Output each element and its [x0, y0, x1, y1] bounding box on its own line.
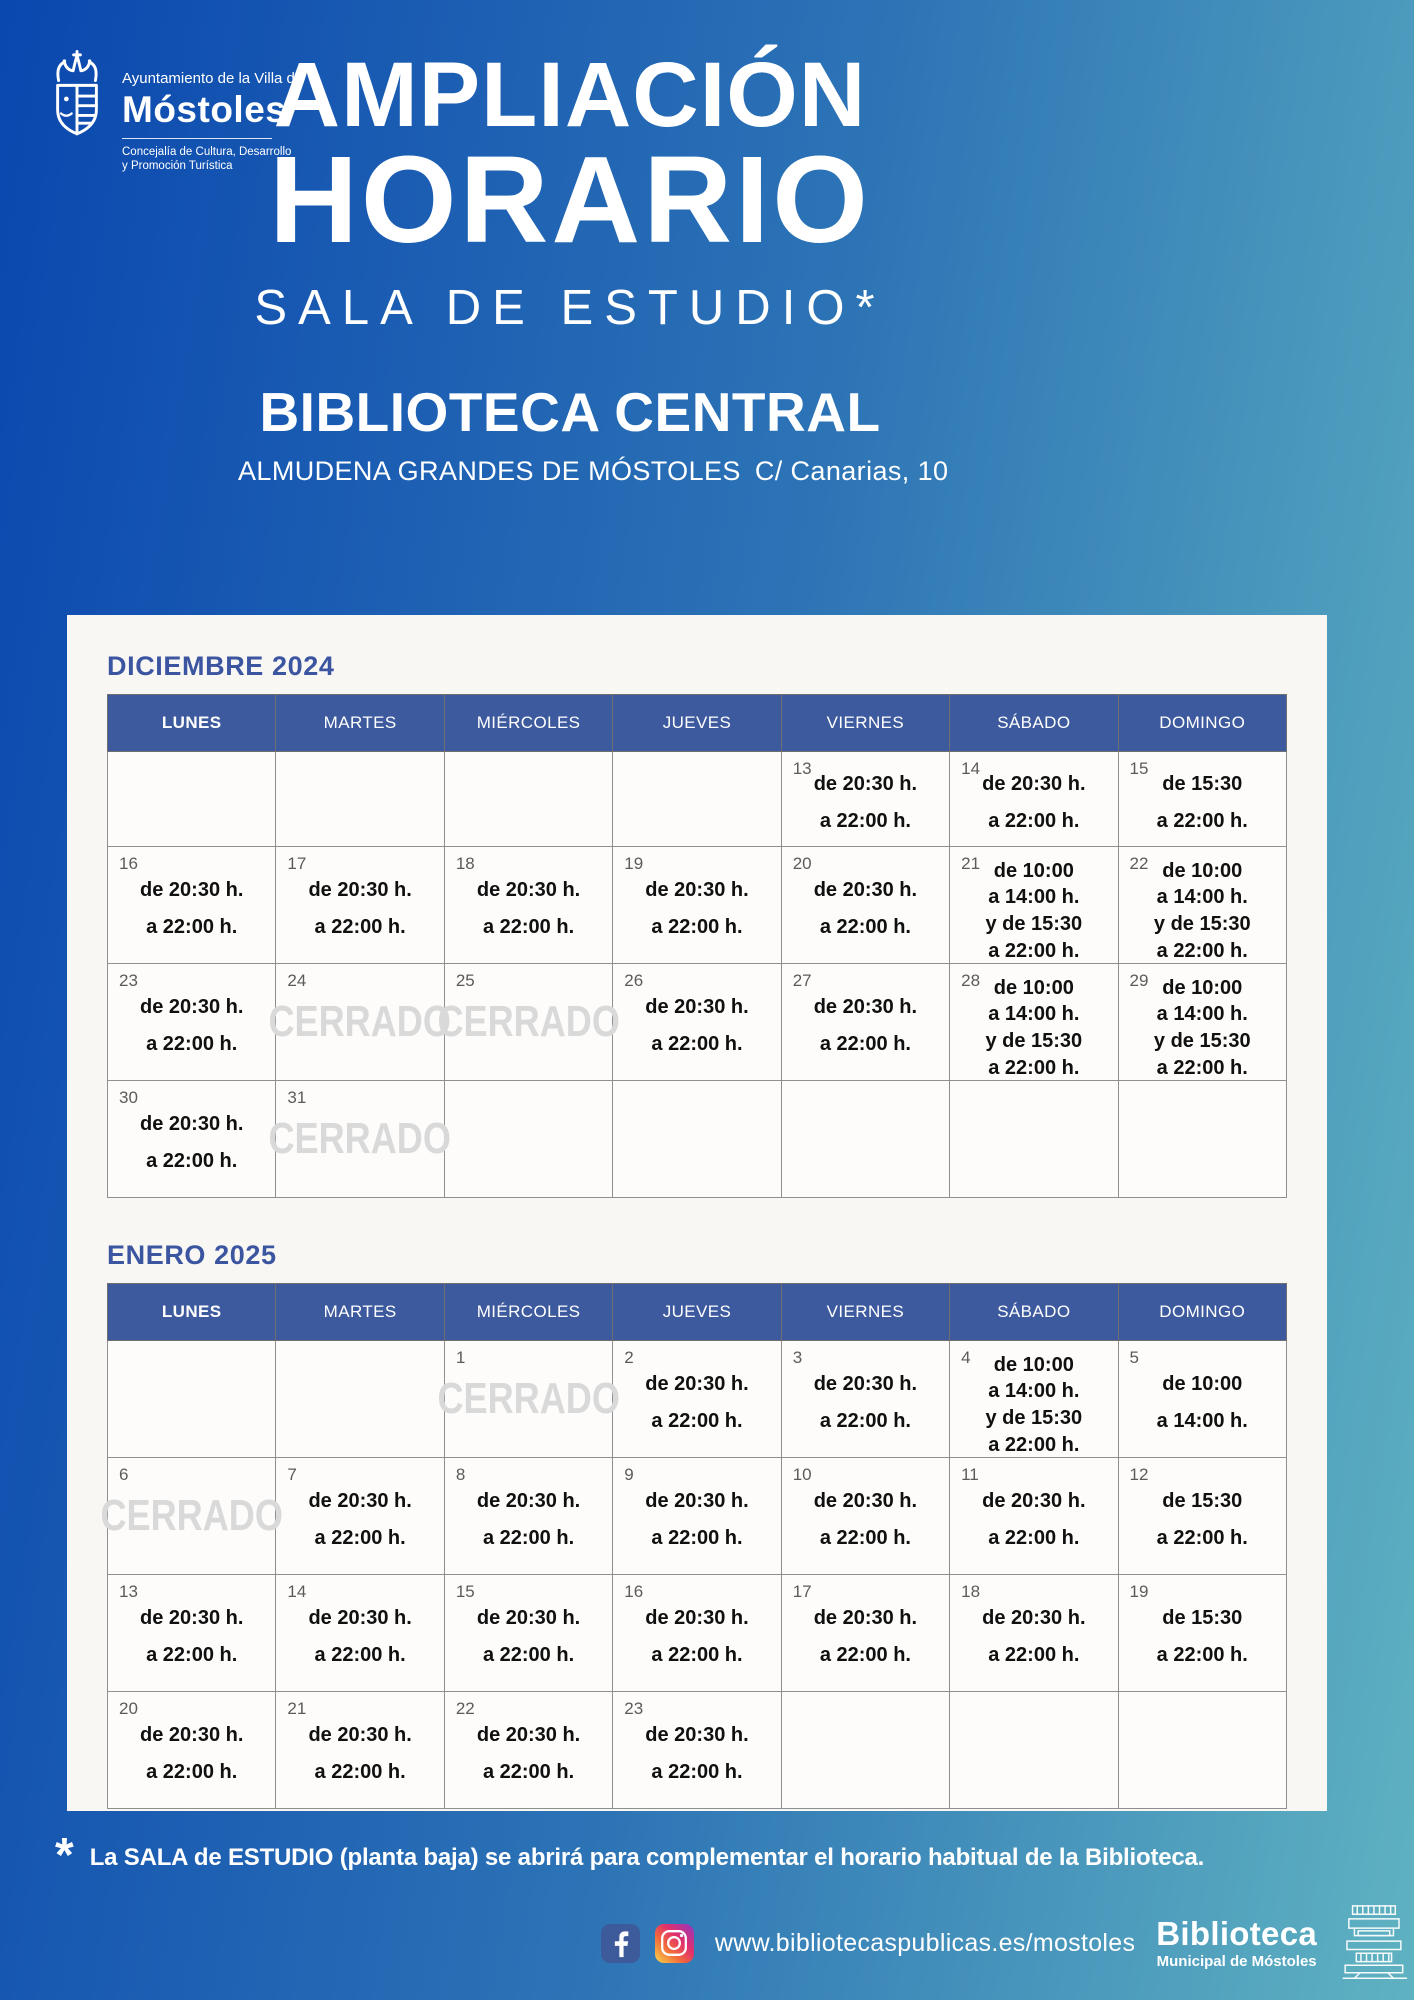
calendar-week-row — [108, 1341, 1287, 1458]
hours-line: a 22:00 h. — [314, 1761, 406, 1783]
day-cell-24 — [268, 964, 452, 1081]
footnote — [55, 1829, 1365, 1882]
day-cell-11 — [950, 1458, 1118, 1575]
day-cell-15 — [1118, 752, 1286, 847]
hours-line: a 22:00 h. — [651, 1033, 743, 1055]
hours-line: a 22:00 h. — [146, 1150, 238, 1172]
hours-line: de 20:30 h. — [813, 879, 918, 901]
calendar-week-row — [108, 1575, 1287, 1692]
hours-line: a 22:00 h. — [819, 1527, 911, 1549]
month-title: DICIEMBRE 2024 — [107, 651, 335, 681]
calendar-week-row — [108, 1458, 1287, 1575]
day-cell-18 — [444, 847, 612, 964]
day-cell-18 — [950, 1575, 1118, 1692]
day-cell-8 — [444, 1458, 612, 1575]
empty-cell — [950, 1692, 1118, 1809]
hours-line: de 10:00 — [1162, 1373, 1243, 1395]
opening-hours — [613, 1692, 780, 1808]
day-header-miércoles: MIÉRCOLES — [444, 1284, 612, 1341]
day-number: 31 — [287, 1088, 307, 1107]
empty-cell — [444, 1081, 612, 1198]
day-cell-20 — [781, 847, 949, 964]
day-cell-2 — [613, 1341, 781, 1458]
day-header-row — [108, 1284, 1287, 1341]
hours-line: y de 15:30 — [985, 913, 1083, 935]
day-cell-23 — [108, 964, 276, 1081]
hours-line: de 20:30 h. — [476, 1607, 581, 1629]
hours-line: a 22:00 h. — [988, 1056, 1080, 1079]
hours-line: a 22:00 h. — [651, 1410, 743, 1432]
day-number: 19 — [1129, 1582, 1149, 1601]
day-number: 2 — [624, 1348, 634, 1367]
day-header-domingo: DOMINGO — [1118, 1284, 1286, 1341]
day-header-sábado: SÁBADO — [950, 695, 1118, 752]
hours-line: a 22:00 h. — [988, 939, 1080, 962]
header — [238, 44, 949, 487]
day-cell-15 — [444, 1575, 612, 1692]
hours-line: de 15:30 — [1162, 773, 1243, 795]
opening-hours — [1119, 964, 1286, 1080]
day-number: 3 — [792, 1348, 803, 1367]
day-cell-21 — [950, 847, 1118, 964]
hours-line: a 22:00 h. — [819, 916, 911, 938]
address-name: ALMUDENA GRANDES DE MÓSTOLES — [238, 456, 741, 487]
empty-cell — [613, 752, 781, 847]
empty-cell — [613, 1081, 781, 1198]
opening-hours — [613, 847, 780, 963]
hours-line: a 14:00 h. — [988, 886, 1080, 909]
hours-line: de 20:30 h. — [645, 1373, 749, 1395]
opening-hours — [782, 1341, 949, 1457]
calendar-week-row — [108, 1081, 1287, 1198]
opening-hours — [613, 964, 780, 1080]
asterisk: * — [55, 1829, 74, 1882]
day-number: 7 — [287, 1465, 297, 1484]
day-number: 18 — [961, 1582, 981, 1601]
day-cell-22 — [444, 1692, 612, 1809]
hours-line: de 20:30 h. — [476, 1490, 581, 1512]
empty-cell — [1118, 1692, 1286, 1809]
hours-line: de 20:30 h. — [308, 1724, 412, 1746]
hours-line: de 10:00 — [993, 976, 1074, 999]
hours-line: a 22:00 h. — [819, 1644, 911, 1666]
hours-line: de 20:30 h. — [813, 1490, 918, 1512]
day-header-sábado: SÁBADO — [950, 1284, 1118, 1341]
hours-line: de 20:30 h. — [645, 879, 749, 901]
day-number: 24 — [287, 971, 307, 990]
calendar-week-row — [108, 847, 1287, 964]
footnote-text: La SALA de ESTUDIO (planta baja) se abrirá para complementar el horario habitual de la Biblioteca. — [89, 1844, 1205, 1871]
calendar-week-row — [108, 964, 1287, 1081]
hours-line: a 22:00 h. — [651, 1644, 743, 1666]
address-street: C/ Canarias, 10 — [754, 456, 949, 487]
logo-dept-line1: Concejalía de Cultura, Desarrollo — [122, 146, 292, 158]
opening-hours — [108, 1081, 275, 1197]
hours-line: de 20:30 h. — [308, 879, 412, 901]
day-cell-1 — [437, 1341, 620, 1458]
day-cell-27 — [781, 964, 949, 1081]
day-header-miércoles: MIÉRCOLES — [444, 695, 612, 752]
opening-hours — [782, 964, 949, 1080]
library-name: BIBLIOTECA CENTRAL — [259, 381, 881, 444]
day-number: 29 — [1129, 971, 1149, 990]
hours-line: de 10:00 — [1162, 976, 1243, 999]
hours-line: a 14:00 h. — [988, 1380, 1080, 1403]
day-header-row — [108, 695, 1287, 752]
library-building-sketch-icon — [1334, 1900, 1412, 1986]
hours-line: a 22:00 h. — [314, 916, 406, 938]
hours-line: de 10:00 — [1162, 859, 1243, 882]
month-title: ENERO 2025 — [107, 1240, 277, 1270]
day-cell-26 — [613, 964, 781, 1081]
day-number: 4 — [961, 1348, 971, 1367]
closed-label: CERRADO — [437, 1374, 620, 1423]
opening-hours — [1119, 1341, 1286, 1457]
day-cell-4 — [950, 1341, 1118, 1458]
opening-hours — [108, 1575, 275, 1691]
day-number: 1 — [455, 1348, 466, 1367]
hours-line: a 22:00 h. — [1156, 1644, 1248, 1666]
hours-line: de 20:30 h. — [645, 1607, 749, 1629]
day-cell-30 — [108, 1081, 276, 1198]
day-cell-12 — [1118, 1458, 1286, 1575]
schedule-card — [67, 615, 1327, 1811]
opening-hours — [108, 847, 275, 963]
hours-line: a 22:00 h. — [819, 1410, 911, 1432]
day-cell-19 — [613, 847, 781, 964]
subtitle-sala-de-estudio: SALA DE ESTUDIO* — [254, 281, 886, 336]
hours-line: de 20:30 h. — [813, 1607, 918, 1629]
day-number: 5 — [1129, 1348, 1139, 1367]
hours-line: a 22:00 h. — [1156, 1527, 1248, 1549]
calendars — [100, 615, 1287, 1809]
hours-line: a 14:00 h. — [988, 1003, 1080, 1026]
opening-hours — [950, 1458, 1117, 1574]
day-cell-16 — [108, 847, 276, 964]
day-number: 20 — [119, 1699, 138, 1718]
calendar-december-2024 — [107, 615, 1287, 1198]
opening-hours — [445, 847, 612, 963]
hours-line: de 20:30 h. — [645, 1490, 749, 1512]
instagram-icon[interactable] — [655, 1924, 694, 1963]
day-cell-28 — [950, 964, 1118, 1081]
day-cell-9 — [613, 1458, 781, 1575]
hours-line: a 22:00 h. — [988, 1644, 1080, 1666]
hours-line: a 22:00 h. — [146, 916, 238, 938]
title-horario: HORARIO — [269, 131, 871, 269]
day-cell-6 — [100, 1458, 283, 1575]
day-header-lunes: LUNES — [108, 1284, 276, 1341]
hours-line: de 20:30 h. — [813, 996, 918, 1018]
facebook-icon[interactable] — [601, 1924, 640, 1963]
day-cell-21 — [276, 1692, 444, 1809]
empty-cell — [108, 1341, 276, 1458]
day-cell-17 — [276, 847, 444, 964]
day-header-martes: MARTES — [276, 1284, 444, 1341]
opening-hours — [445, 1575, 612, 1691]
day-cell-3 — [781, 1341, 949, 1458]
calendar-table — [107, 694, 1287, 1198]
hours-line: de 20:30 h. — [982, 1490, 1086, 1512]
day-header-martes: MARTES — [276, 695, 444, 752]
website-url[interactable]: www.bibliotecaspublicas.es/mostoles — [714, 1928, 1136, 1957]
day-number: 28 — [961, 971, 981, 990]
day-number: 30 — [119, 1088, 138, 1107]
hours-line: a 22:00 h. — [651, 916, 743, 938]
hours-line: de 20:30 h. — [982, 773, 1086, 795]
footer-bar — [0, 1900, 1414, 1986]
day-cell-14 — [276, 1575, 444, 1692]
day-number: 21 — [961, 854, 981, 873]
day-number: 11 — [961, 1465, 979, 1484]
empty-cell — [276, 1341, 444, 1458]
opening-hours — [1119, 1575, 1286, 1691]
hours-line: de 20:30 h. — [140, 1113, 244, 1135]
hours-line: de 10:00 — [993, 1353, 1074, 1376]
opening-hours — [445, 1458, 612, 1574]
opening-hours — [950, 1575, 1117, 1691]
calendar-table — [100, 1283, 1287, 1809]
opening-hours — [782, 752, 949, 846]
day-cell-16 — [613, 1575, 781, 1692]
day-cell-20 — [108, 1692, 276, 1809]
day-cell-5 — [1118, 1341, 1286, 1458]
day-cell-29 — [1118, 964, 1286, 1081]
day-number: 8 — [455, 1465, 466, 1484]
hours-line: a 22:00 h. — [482, 1761, 575, 1783]
hours-line: a 22:00 h. — [651, 1527, 743, 1549]
hours-line: de 20:30 h. — [140, 879, 244, 901]
closed-label: CERRADO — [437, 997, 620, 1046]
day-number: 17 — [287, 854, 307, 873]
hours-line: de 20:30 h. — [982, 1607, 1086, 1629]
opening-hours — [782, 1458, 949, 1574]
opening-hours — [950, 964, 1117, 1080]
opening-hours — [950, 847, 1117, 963]
day-number: 18 — [455, 854, 475, 873]
closed-label: CERRADO — [268, 997, 452, 1046]
hours-line: a 22:00 h. — [651, 1761, 743, 1783]
hours-line: de 20:30 h. — [308, 1490, 412, 1512]
day-number: 16 — [624, 1582, 644, 1601]
opening-hours — [782, 1575, 949, 1691]
hours-line: de 20:30 h. — [476, 879, 581, 901]
hours-line: a 22:00 h. — [482, 1644, 575, 1666]
day-number: 13 — [119, 1582, 138, 1601]
hours-line: de 20:30 h. — [645, 1724, 749, 1746]
hours-line: y de 15:30 — [1153, 913, 1251, 935]
day-cell-13 — [781, 752, 949, 847]
day-cell-31 — [268, 1081, 452, 1198]
day-cell-7 — [276, 1458, 444, 1575]
opening-hours — [1119, 1458, 1286, 1574]
opening-hours — [613, 1458, 780, 1574]
logo-line1: Ayuntamiento de la Villa de — [122, 70, 304, 87]
day-cell-17 — [781, 1575, 949, 1692]
hours-line: a 22:00 h. — [988, 1527, 1080, 1549]
library-address — [238, 456, 949, 487]
hours-line: de 20:30 h. — [140, 1724, 244, 1746]
day-number: 23 — [119, 971, 138, 990]
day-number: 21 — [287, 1699, 307, 1718]
day-number: 22 — [455, 1699, 475, 1718]
calendar-week-row — [108, 752, 1287, 847]
empty-cell — [781, 1081, 949, 1198]
day-cell-25 — [437, 964, 620, 1081]
empty-cell — [276, 752, 444, 847]
opening-hours — [613, 1575, 780, 1691]
day-number: 22 — [1129, 854, 1149, 873]
day-number: 13 — [792, 759, 812, 778]
hours-line: a 22:00 h. — [819, 1033, 911, 1055]
opening-hours — [782, 847, 949, 963]
day-number: 14 — [961, 759, 981, 778]
opening-hours — [950, 1341, 1117, 1457]
hours-line: a 22:00 h. — [1156, 1056, 1248, 1079]
logo-name: Móstoles — [122, 89, 287, 130]
day-cell-13 — [108, 1575, 276, 1692]
closed-label: CERRADO — [268, 1114, 452, 1163]
brand-name: Biblioteca — [1156, 1915, 1317, 1952]
title-ampliacion: AMPLIACIÓN — [273, 44, 867, 146]
hours-line: a 14:00 h. — [1156, 1003, 1248, 1026]
empty-cell — [781, 1692, 949, 1809]
opening-hours — [1119, 847, 1286, 963]
opening-hours — [1119, 752, 1286, 846]
day-header-viernes: VIERNES — [781, 1284, 949, 1341]
hours-line: de 15:30 — [1162, 1490, 1243, 1512]
day-cell-22 — [1118, 847, 1286, 964]
hours-line: a 14:00 h. — [1156, 886, 1248, 909]
day-number: 6 — [119, 1465, 129, 1484]
day-number: 9 — [624, 1465, 634, 1484]
day-cell-23 — [613, 1692, 781, 1809]
day-number: 12 — [1129, 1465, 1149, 1484]
day-number: 15 — [1129, 759, 1149, 778]
hours-line: de 20:30 h. — [813, 1373, 918, 1395]
day-number: 23 — [624, 1699, 644, 1718]
empty-cell — [444, 752, 612, 847]
opening-hours — [445, 1692, 612, 1808]
day-header-domingo: DOMINGO — [1118, 695, 1286, 752]
hours-line: de 20:30 h. — [140, 1607, 244, 1629]
day-header-viernes: VIERNES — [781, 695, 949, 752]
hours-line: a 22:00 h. — [146, 1033, 238, 1055]
hours-line: a 22:00 h. — [482, 916, 575, 938]
hours-line: a 22:00 h. — [314, 1527, 406, 1549]
hours-line: a 22:00 h. — [1156, 810, 1248, 832]
hours-line: a 14:00 h. — [1156, 1410, 1248, 1432]
hours-line: de 20:30 h. — [140, 996, 244, 1018]
opening-hours — [276, 1692, 443, 1808]
opening-hours — [276, 1458, 443, 1574]
day-header-lunes: LUNES — [108, 695, 276, 752]
day-number: 26 — [624, 971, 644, 990]
hours-line: de 20:30 h. — [476, 1724, 581, 1746]
hours-line: a 22:00 h. — [988, 1433, 1080, 1456]
hours-line: a 22:00 h. — [314, 1644, 406, 1666]
day-header-jueves: JUEVES — [613, 1284, 781, 1341]
empty-cell — [950, 1081, 1118, 1198]
day-number: 20 — [792, 854, 812, 873]
opening-hours — [613, 1341, 780, 1457]
hours-line: y de 15:30 — [985, 1030, 1083, 1052]
hours-line: a 22:00 h. — [482, 1527, 575, 1549]
day-cell-10 — [781, 1458, 949, 1575]
hours-line: y de 15:30 — [985, 1407, 1083, 1429]
opening-hours — [276, 847, 443, 963]
hours-line: a 22:00 h. — [146, 1644, 238, 1666]
hours-line: a 22:00 h. — [819, 810, 911, 832]
day-number: 16 — [119, 854, 138, 873]
day-number: 10 — [792, 1465, 812, 1484]
empty-cell — [108, 752, 276, 847]
day-number: 27 — [792, 971, 812, 990]
biblioteca-brand — [1156, 1917, 1317, 1969]
empty-cell — [1118, 1081, 1286, 1198]
logo-dept-line2: y Promoción Turística — [122, 160, 233, 173]
hours-line: de 15:30 — [1162, 1607, 1243, 1629]
brand-subtitle: Municipal de Móstoles — [1156, 1953, 1317, 1970]
day-number: 25 — [455, 971, 475, 990]
closed-label: CERRADO — [100, 1491, 283, 1540]
crest-icon — [46, 48, 108, 146]
day-number: 19 — [624, 854, 644, 873]
hours-line: de 10:00 — [993, 859, 1074, 882]
hours-line: a 22:00 h. — [1156, 939, 1248, 962]
day-cell-14 — [950, 752, 1118, 847]
day-number: 17 — [792, 1582, 812, 1601]
hours-line: de 20:30 h. — [813, 773, 918, 795]
hours-line: de 20:30 h. — [645, 996, 749, 1018]
calendar-january-2025 — [100, 1198, 1287, 1809]
opening-hours — [276, 1575, 443, 1691]
day-header-jueves: JUEVES — [613, 695, 781, 752]
hours-line: a 22:00 h. — [988, 810, 1080, 832]
calendar-week-row — [108, 1692, 1287, 1809]
hours-line: y de 15:30 — [1153, 1030, 1251, 1052]
hours-line: de 20:30 h. — [308, 1607, 412, 1629]
opening-hours — [950, 752, 1117, 846]
opening-hours — [108, 964, 275, 1080]
opening-hours — [108, 1692, 275, 1808]
hours-line: a 22:00 h. — [146, 1761, 238, 1783]
day-number: 14 — [287, 1582, 307, 1601]
day-cell-19 — [1118, 1575, 1286, 1692]
day-number: 15 — [455, 1582, 475, 1601]
